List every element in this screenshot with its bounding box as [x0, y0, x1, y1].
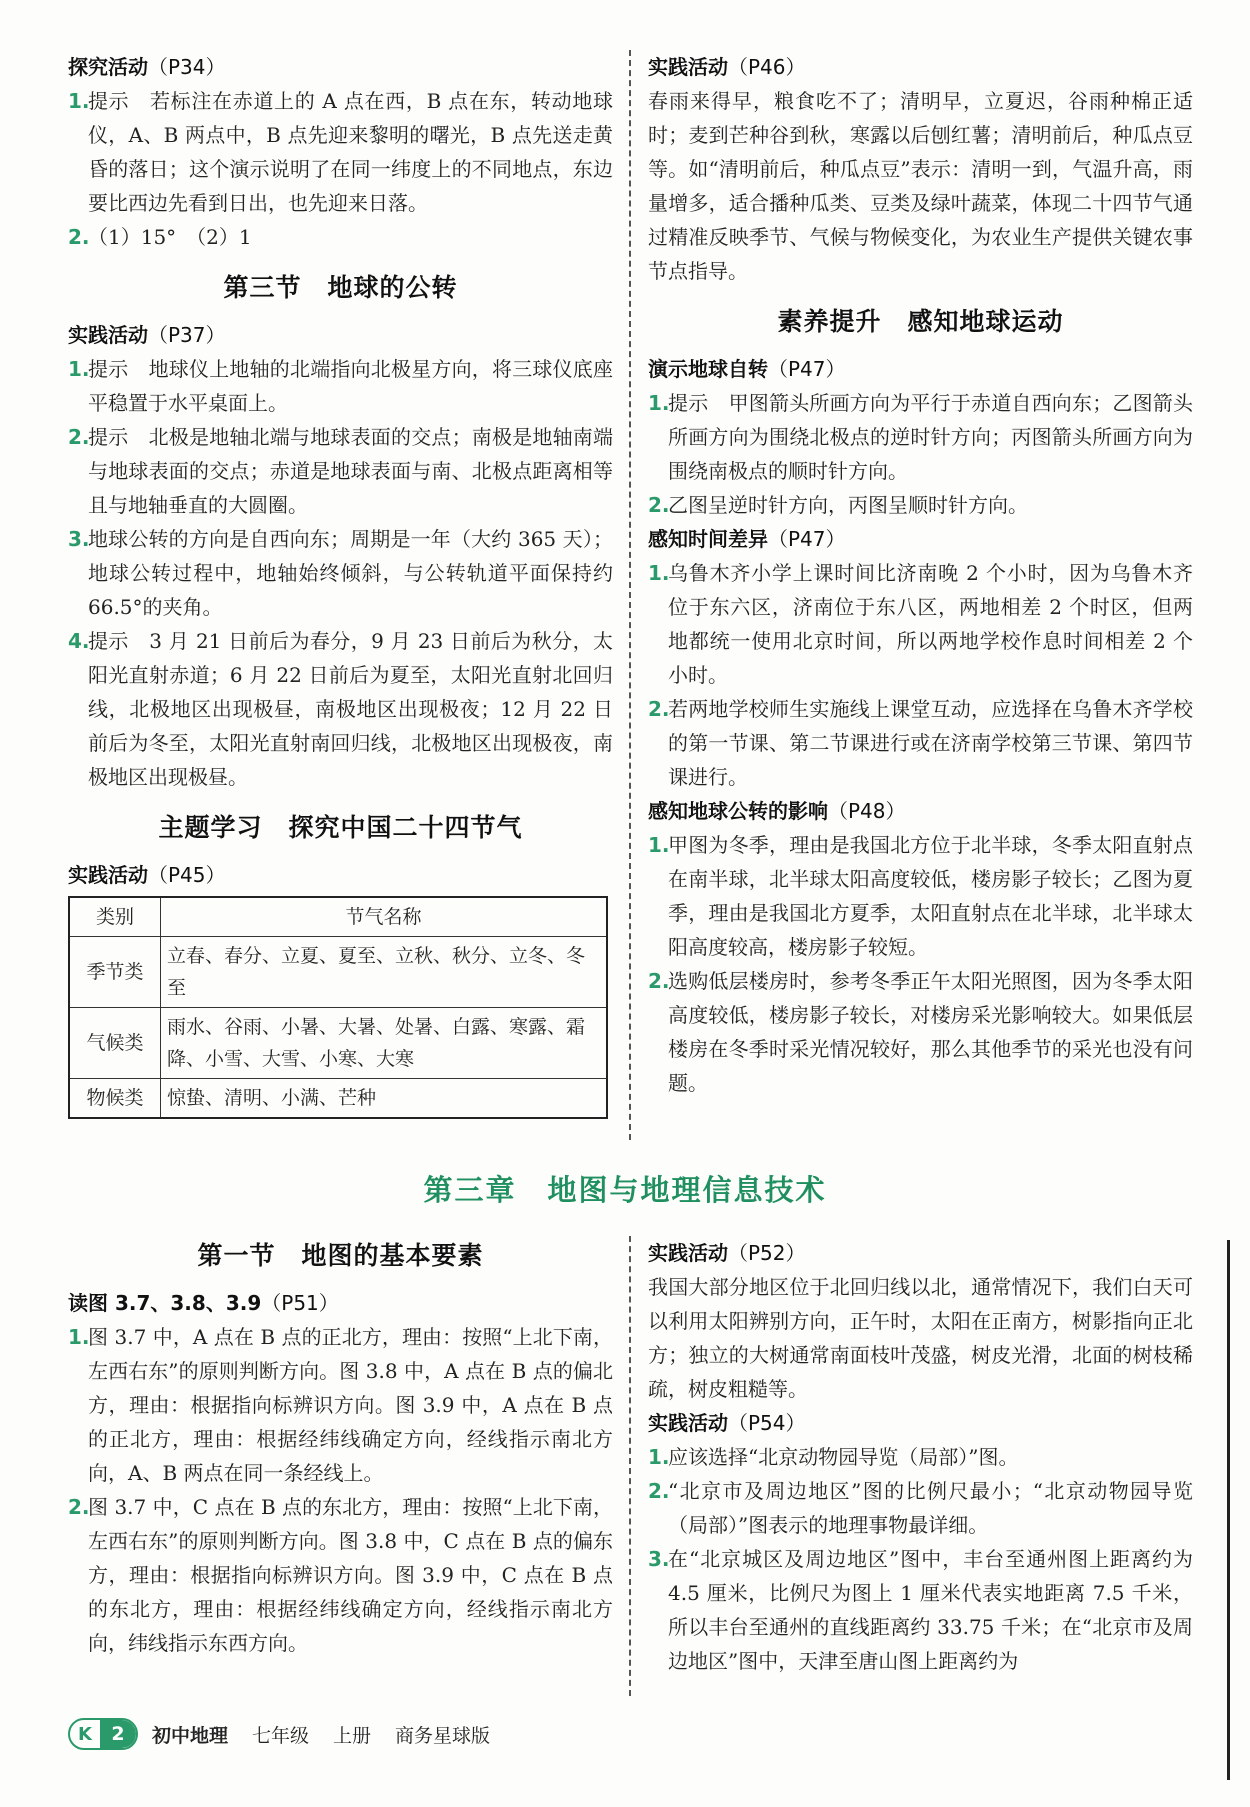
activity-heading: [648, 352, 1193, 386]
item-number: 2.: [648, 969, 670, 993]
item-text: （1）15° （2）1: [88, 225, 252, 249]
answer-item: [68, 1320, 613, 1490]
item-number: 3.: [68, 527, 90, 551]
answer-item: [648, 828, 1193, 964]
item-number: 1.: [68, 89, 90, 113]
answer-item: [648, 1440, 1193, 1474]
item-text: 应该选择“北京动物园导览（局部）”图。: [668, 1445, 1019, 1469]
activity-heading: [648, 794, 1193, 828]
answer-item: [68, 220, 613, 254]
answer-item: [648, 692, 1193, 794]
item-number: 2.: [68, 225, 90, 249]
activity-page: （P47）: [768, 357, 846, 381]
activity-heading: [68, 858, 613, 892]
activity-heading: [648, 1406, 1193, 1440]
item-text: 地球公转的方向是自西向东；周期是一年（大约 365 天）；地球公转过程中，地轴始终倾斜，与公转轨道平面保持约 66.5°的夹角。: [88, 527, 613, 619]
footer-grade: 七年级: [252, 1724, 310, 1747]
section-title: 第三节 地球的公转: [223, 273, 458, 302]
activity-page: （P54）: [728, 1411, 806, 1435]
item-text: 提示 3 月 21 日前后为春分，9 月 23 日前后为秋分，太阳光直射赤道；6 月 22 日前后为夏至，太阳光直射北回归线，北极地区出现极昼，南极地区出现极夜；12 月 22 日前后为冬至，太阳光直射南回归线，北极地区出现极夜，南极地区出现极昼。: [88, 629, 613, 789]
table-row: [69, 1008, 607, 1079]
activity-title: 感知地球公转的影响: [648, 799, 828, 823]
activity-page: （P48）: [828, 799, 906, 823]
table-cell-terms: 立春、春分、立夏、夏至、立秋、秋分、立冬、冬至: [161, 937, 608, 1008]
activity-heading: [648, 50, 1193, 84]
table-cell-category: 季节类: [69, 937, 161, 1008]
answer-item: [648, 1542, 1193, 1678]
page-badge: [68, 1718, 138, 1750]
answer-item: [68, 522, 613, 624]
item-number: 3.: [648, 1547, 670, 1571]
table-cell-category: 气候类: [69, 1008, 161, 1079]
activity-title: 实践活动: [68, 323, 148, 347]
item-text: 图 3.7 中，A 点在 B 点的正北方，理由：按照“上北下南，左西右东”的原则判断方向。图 3.8 中，A 点在 B 点的偏北方，理由：根据指向标辨识方向。图 3.9 中，A 点在 B 点的正北方，理由：根据经纬线确定方向，经线指示南北方向，A、B 两点在同一条经线上。: [88, 1325, 613, 1485]
item-text: 图 3.7 中，C 点在 B 点的东北方，理由：按照“上北下南，左西右东”的原则判断方向。图 3.8 中，C 点在 B 点的偏东方，理由：根据指向标辨识方向。图 3.9 中，C 点在 B 点的东北方，理由：根据经纬线确定方向，经线指示南北方向，纬线指示东西方向。: [88, 1495, 613, 1655]
item-text: 提示 若标注在赤道上的 A 点在西，B 点在东，转动地球仪，A、B 两点中，B 点先迎来黎明的曙光，B 点先送走黄昏的落日；这个演示说明了在同一纬度上的不同地点，东边要比西边先看到日出，也先迎来日落。: [88, 89, 613, 215]
answer-item: [68, 624, 613, 794]
activity-heading: [68, 318, 613, 352]
answer-paragraph: 我国大部分地区位于北回归线以北，通常情况下，我们白天可以利用太阳辨别方向，正午时，太阳在正南方，树影指向正北方；独立的大树通常南面枝叶茂盛，树皮光滑，北面的树枝稀疏，树皮粗糙等。: [648, 1275, 1193, 1401]
activity-title: 感知时间差异: [648, 527, 768, 551]
section-title: 第一节 地图的基本要素: [197, 1241, 484, 1270]
footer-subject: 初中地理: [152, 1724, 229, 1747]
activity-page: （P34）: [148, 55, 226, 79]
activity-page: （P51）: [261, 1291, 339, 1315]
item-number: 4.: [68, 629, 90, 653]
answer-paragraph: 春雨来得早，粮食吃不了；清明早，立夏迟，谷雨种棉正适时；麦到芒种谷到秋，寒露以后刨红薯；清明前后，种瓜点豆等。如“清明前后，种瓜点豆”表示：清明一到，气温升高，雨量增多，适合播种瓜类、豆类及绿叶蔬菜，体现二十四节气通过精准反映季节、气候与物候变化，为农业生产提供关键农事节点指导。: [648, 89, 1193, 283]
activity-page: （P47）: [768, 527, 846, 551]
item-text: 在“北京城区及周边地区”图中，丰台至通州图上距离约为 4.5 厘米，比例尺为图上 1 厘米代表实地距离 7.5 千米，所以丰台至通州的直线距离约 33.75 千米；在“北京市及周边地区”图中，天津至唐山图上距离约为: [668, 1547, 1193, 1673]
column-divider: [629, 1236, 631, 1696]
item-number: 2.: [648, 1479, 670, 1503]
activity-title: 探究活动: [68, 55, 148, 79]
table-cell-terms: 惊蛰、清明、小满、芒种: [161, 1079, 608, 1119]
left-column-top: [68, 50, 613, 1119]
answer-item: [68, 352, 613, 420]
item-number: 1.: [648, 1445, 670, 1469]
footer-volume: 上册: [333, 1724, 372, 1747]
item-text: 提示 甲图箭头所画方向为平行于赤道自西向东；乙图箭头所画方向为围绕北极点的逆时针方向；丙图箭头所画方向为围绕南极点的顺时针方向。: [668, 391, 1193, 483]
activity-heading: [648, 1236, 1193, 1270]
column-divider: [629, 50, 631, 1140]
page-footer: [68, 1717, 514, 1751]
answer-item: [648, 488, 1193, 522]
item-text: 提示 北极是地轴北端与地球表面的交点；南极是地轴南端与地球表面的交点；赤道是地球表面与南、北极点距离相等且与地轴垂直的大圆圈。: [88, 425, 613, 517]
badge-letter: K: [78, 1723, 92, 1745]
table-header-row: [69, 897, 607, 937]
item-text: “北京市及周边地区”图的比例尺最小；“北京动物园导览（局部）”图表示的地理事物最详细。: [668, 1479, 1193, 1537]
solar-terms-table: [68, 896, 608, 1119]
activity-title: 实践活动: [68, 863, 148, 887]
activity-heading: [68, 50, 613, 84]
item-number: 2.: [648, 697, 670, 721]
page-edge-line: [1227, 1240, 1230, 1780]
item-text: 乙图呈逆时针方向，丙图呈顺时针方向。: [668, 493, 1028, 517]
table-row: [69, 937, 607, 1008]
table-header-cell: 节气名称: [161, 897, 608, 937]
item-text: 选购低层楼房时，参考冬季正午太阳光照图，因为冬季太阳高度较低，楼房影子较长，对楼房采光影响较大。如果低层楼房在冬季时采光情况较好，那么其他季节的采光也没有问题。: [668, 969, 1193, 1095]
activity-title: 实践活动: [648, 1411, 728, 1435]
section-title: 素养提升 感知地球运动: [777, 307, 1064, 336]
item-number: 1.: [648, 833, 670, 857]
page-number: 2: [100, 1720, 136, 1748]
answer-item: [648, 386, 1193, 488]
section-title: 主题学习 探究中国二十四节气: [158, 813, 523, 842]
table-cell-category: 物候类: [69, 1079, 161, 1119]
answer-item: [648, 964, 1193, 1100]
item-number: 2.: [68, 425, 90, 449]
item-text: 提示 地球仪上地轴的北端指向北极星方向，将三球仪底座平稳置于水平桌面上。: [88, 357, 613, 415]
activity-heading: [68, 1286, 613, 1320]
activity-page: （P46）: [728, 55, 806, 79]
chapter-title: 第三章 地图与地理信息技术: [423, 1173, 827, 1207]
item-text: 若两地学校师生实施线上课堂互动，应选择在乌鲁木齐学校的第一节课、第二节课进行或在济南学校第三节课、第四节课进行。: [668, 697, 1193, 789]
item-number: 1.: [68, 1325, 90, 1349]
answer-item: [68, 1490, 613, 1660]
item-number: 1.: [68, 357, 90, 381]
activity-page: （P45）: [148, 863, 226, 887]
footer-edition: 商务星球版: [395, 1724, 491, 1747]
activity-page: （P37）: [148, 323, 226, 347]
answer-item: [68, 420, 613, 522]
activity-page: （P52）: [728, 1241, 806, 1265]
right-column-bottom: [648, 1236, 1193, 1678]
item-number: 2.: [68, 1495, 90, 1519]
activity-title: 实践活动: [648, 55, 728, 79]
item-text: 乌鲁木齐小学上课时间比济南晚 2 个小时，因为乌鲁木齐位于东六区，济南位于东八区，两地相差 2 个时区，但两地都统一使用北京时间，所以两地学校作息时间相差 2 个小时。: [668, 561, 1193, 687]
activity-title: 实践活动: [648, 1241, 728, 1265]
activity-heading: [648, 522, 1193, 556]
table-cell-terms: 雨水、谷雨、小暑、大暑、处暑、白露、寒露、霜降、小雪、大雪、小寒、大寒: [161, 1008, 608, 1079]
item-number: 1.: [648, 391, 670, 415]
table-row: [69, 1079, 607, 1119]
answer-item: [68, 84, 613, 220]
activity-title: 读图 3.7、3.8、3.9: [68, 1291, 262, 1315]
table-header-cell: 类别: [69, 897, 161, 937]
item-number: 1.: [648, 561, 670, 585]
answer-item: [648, 556, 1193, 692]
right-column-top: [648, 50, 1193, 1100]
left-column-bottom: [68, 1236, 613, 1660]
item-number: 2.: [648, 493, 670, 517]
answer-item: [648, 1474, 1193, 1542]
activity-title: 演示地球自转: [648, 357, 768, 381]
item-text: 甲图为冬季，理由是我国北方位于北半球，冬季太阳直射点在南半球，北半球太阳高度较低，楼房影子较长；乙图为夏季，理由是我国北方夏季，太阳直射点在北半球，北半球太阳高度较高，楼房影子较短。: [668, 833, 1193, 959]
